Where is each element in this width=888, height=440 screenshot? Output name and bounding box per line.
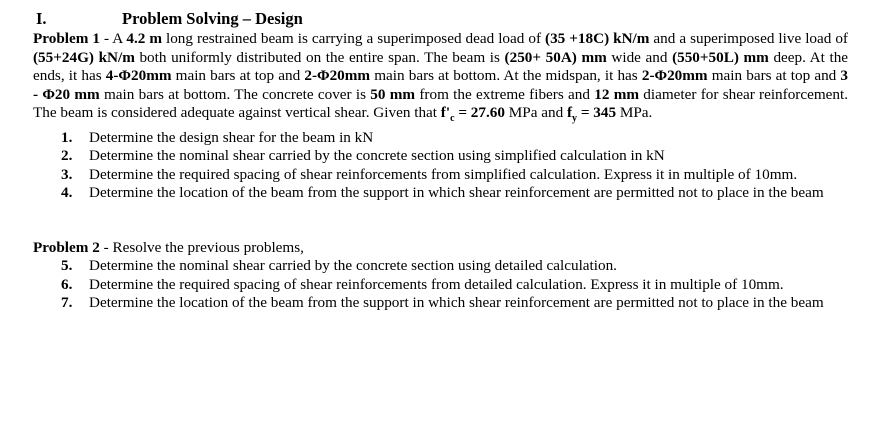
section-title: Problem Solving – Design (122, 8, 303, 28)
mid-bottom-bars: 3 - Φ20 mm (33, 67, 849, 103)
list-item: 2. Determine the nominal shear carried by the concrete section using simplified calculation in kN (61, 147, 665, 165)
problem-1-questions (33, 129, 848, 203)
problem-1-label: Problem 1 (33, 30, 100, 47)
mid-top-bars: 2-Φ20mm (641, 67, 708, 84)
list-item: 4. Determine the location of the beam from the support in which shear reinforcement are permitted not to place in the beam (61, 184, 824, 202)
list-item: 1. Determine the design shear for the beam in kN (61, 128, 374, 146)
beam-length: 4.2 m (126, 30, 162, 47)
section-number: I. (36, 8, 47, 28)
fc-value: $f'_c = 27.60$ (440, 104, 505, 125)
problem-2-questions (33, 257, 848, 313)
fy-value: $f_y = 345$ (566, 104, 617, 125)
end-top-bars: 4-Φ20mm (105, 67, 172, 84)
end-bottom-bars: 2-Φ20mm (304, 67, 371, 84)
list-item: 6. Determine the required spacing of shear reinforcements from detailed calculation. Express it in multiple of 10mm. (61, 275, 784, 293)
concrete-cover: 50 mm (370, 85, 416, 103)
beam-width: (250+ 50A) mm (504, 48, 607, 66)
list-item: 5. Determine the nominal shear carried by the concrete section using detailed calculation. (61, 257, 617, 275)
problem-2-label: Problem 2 (33, 238, 100, 256)
list-item: 3. Determine the required spacing of shear reinforcements from simplified calculation. Express it in multiple of 10mm. (61, 165, 798, 183)
problem-2-statement: Problem 2 - Resolve the previous problems, (33, 238, 304, 256)
section-heading (36, 8, 848, 30)
stirrup-diameter: 12 mm (594, 85, 640, 103)
list-item: 7. Determine the location of the beam from the support in which shear reinforcement are permitted not to place in the beam (61, 294, 824, 312)
problem-1-statement: Problem 1 - A 4.2 m long restrained beam is carrying a superimposed dead load of (35 +18C) kN/m and a superimposed live load of (55+24G) kN/m both uniformly distributed on the entire span. The beam is (250+ 50A) mm wide and (550+50L) mm deep. At the ends, it has 4-Φ20mm main bars at top and 2-Φ20mm main bars at bottom. At the midspan, it has 2-Φ20mm main bars at top and 3 - Φ20 mm main bars at bottom. The concrete cover is 50 mm from the extreme fibers and 12 mm diameter for shear reinforcement. The beam is considered adequate against vertical shear. Given that $f'_c = 27.60$ MPa and $f_y = 345$ MPa. (33, 30, 849, 125)
dead-load: (35 +18C) kN/m (545, 30, 650, 47)
live-load: (55+24G) kN/m (33, 48, 135, 66)
beam-depth: (550+50L) mm (672, 48, 769, 66)
